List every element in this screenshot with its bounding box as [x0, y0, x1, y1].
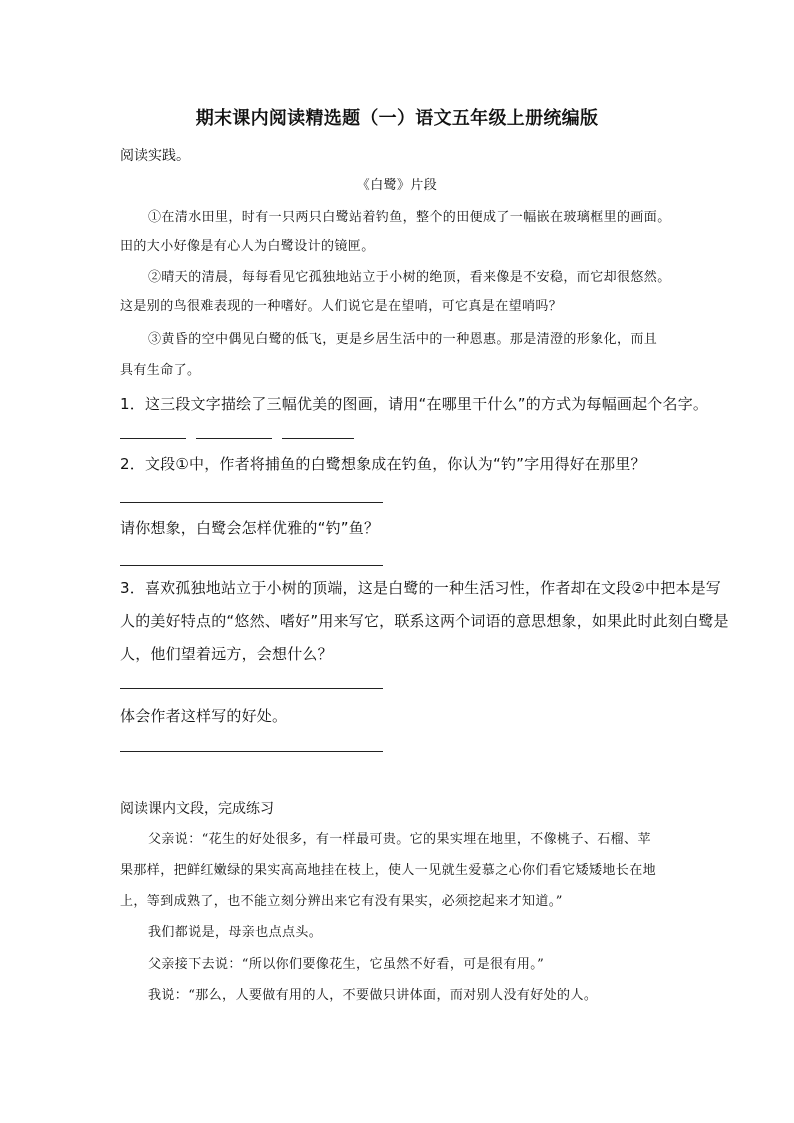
answer-blank-2a[interactable]: [120, 502, 383, 503]
passage2-p3: 父亲接下去说：“所以你们要像花生，它虽然不好看，可是很有用。”: [148, 957, 545, 972]
passage-p1-line2: 田的大小好像是有心人为白鹭设计的镜匣。: [120, 239, 375, 254]
question-3-line3: 人，他们望着远方，会想什么？: [120, 645, 333, 663]
answer-blank-2b[interactable]: [120, 565, 383, 566]
passage2-p1-line1: 父亲说：“花生的好处很多，有一样最可贵。它的果实埋在地里，不像桃子、石榴、苹: [148, 832, 651, 847]
answer-blank-1b[interactable]: [196, 438, 272, 439]
question-2: 2．文段①中，作者将捕鱼的白鹭想象成在钓鱼，你认为“钓”字用得好在那里？: [120, 455, 646, 473]
section2-heading: 阅读课内文段，完成练习: [120, 801, 274, 817]
passage-p1-line1: ①在清水田里，时有一只两只白鹭站着钓鱼，整个的田便成了一幅嵌在玻璃框里的画面。: [148, 210, 671, 225]
passage-p2-line1: ②晴天的清晨，每每看见它孤独地站立于小树的绝顶，看来像是不安稳，而它却很悠然。: [148, 270, 671, 285]
question-2b: 请你想象，白鹭会怎样优雅的“钓”鱼？: [120, 519, 380, 537]
answer-blank-1c[interactable]: [282, 438, 354, 439]
passage-title: 《白鹭》片段: [356, 178, 438, 193]
question-3b: 体会作者这样写的好处。: [120, 707, 288, 725]
passage2-p2: 我们都说是，母亲也点点头。: [148, 925, 323, 940]
page-title: 期末课内阅读精选题（一）语文五年级上册统编版: [195, 108, 599, 129]
answer-blank-3a[interactable]: [120, 688, 383, 689]
answer-blank-1a[interactable]: [120, 438, 186, 439]
passage-p2-line2: 这是别的鸟很难表现的一种嗜好。人们说它是在望哨，可它真是在望哨吗？: [120, 299, 563, 314]
passage2-p4: 我说：“那么，人要做有用的人，不要做只讲体面，而对别人没有好处的人。: [148, 988, 598, 1003]
passage-p3-line2: 具有生命了。: [120, 363, 201, 378]
passage-p3-line1: ③黄昏的空中偶见白鹭的低飞，更是乡居生活中的一种恩惠。那是清澄的形象化，而且: [148, 332, 658, 347]
answer-blank-3b[interactable]: [120, 751, 383, 752]
passage2-p1-line2: 果那样，把鲜红嫩绿的果实高高地挂在枝上，使人一见就生爱慕之心你们看它矮矮地长在地: [120, 863, 657, 878]
question-1: 1．这三段文字描绘了三幅优美的图画，请用“在哪里干什么”的方式为每幅画起个名字。: [120, 395, 709, 413]
passage2-p1-line3: 上，等到成熟了，也不能立刻分辨出来它有没有果实，必须挖起来才知道。”: [120, 894, 563, 909]
question-3-line1: 3．喜欢孤独地站立于小树的顶端，这是白鹭的一种生活习性，作者却在文段②中把本是写: [120, 579, 721, 597]
question-3-line2: 人的美好特点的“悠然、嗜好”用来写它，联系这两个词语的意思想象，如果此时此刻白鹭是: [120, 612, 729, 630]
section1-heading: 阅读实践。: [120, 148, 190, 164]
